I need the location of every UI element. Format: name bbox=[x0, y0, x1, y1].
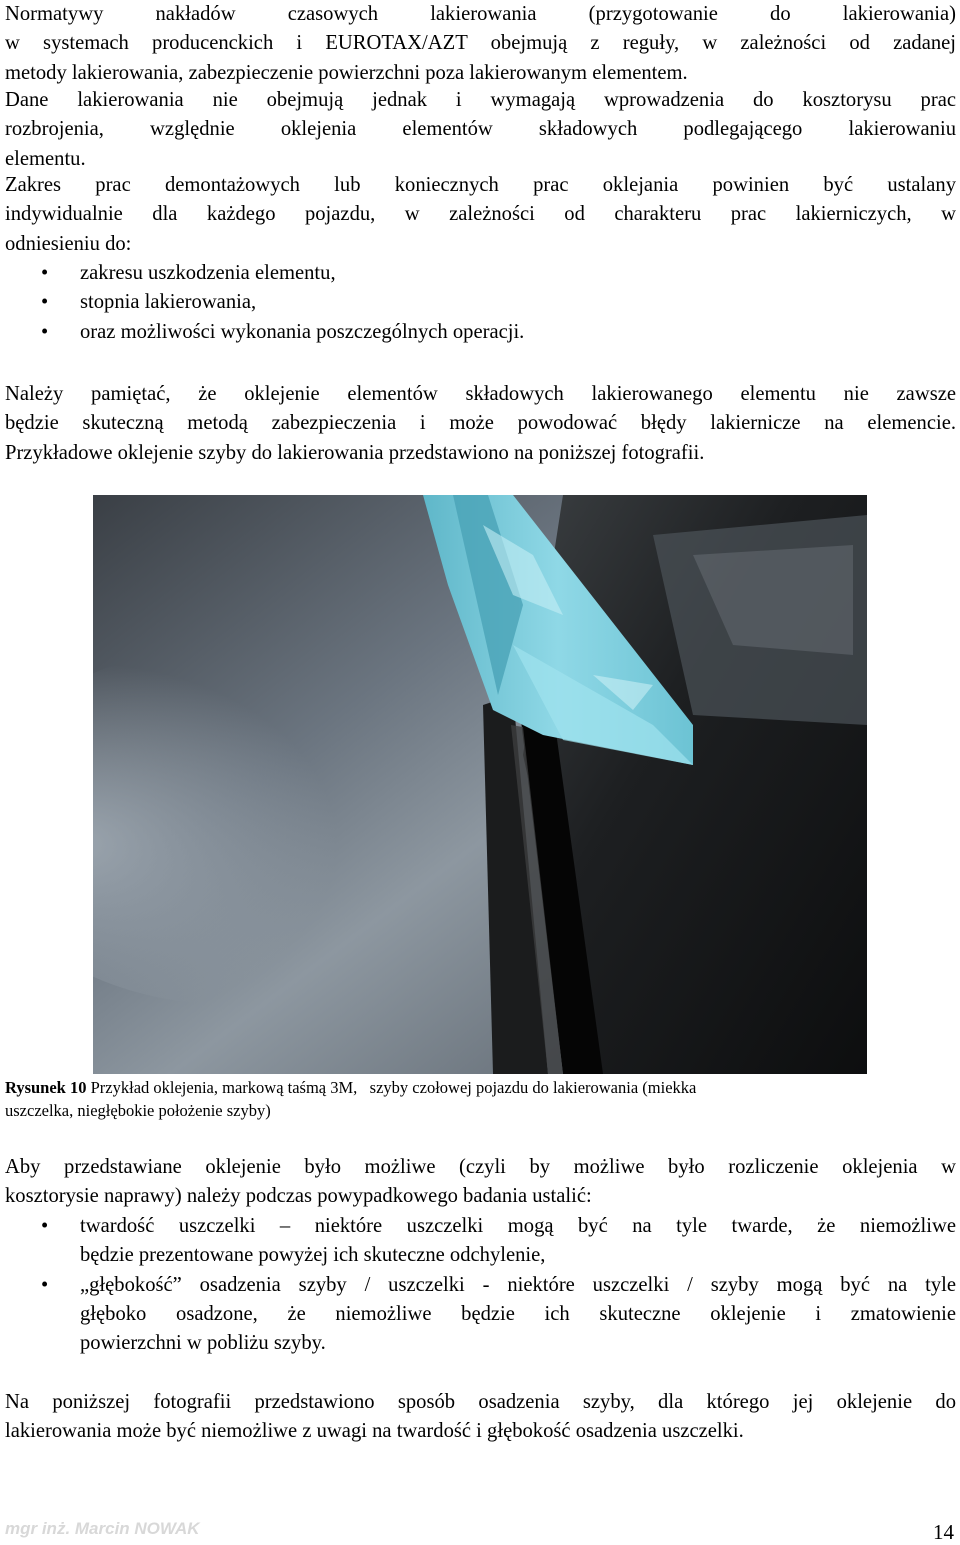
bullet-list-conditions bbox=[5, 1212, 956, 1358]
list-item bbox=[5, 1212, 956, 1271]
text-line: w systemach producenckich i EUROTAX/AZT obejmują z reguły, w zależności od zadanej bbox=[5, 32, 956, 55]
text-line: kosztorysie naprawy) należy podczas powypadkowego badania ustalić: bbox=[5, 1185, 592, 1208]
paragraph-norms bbox=[5, 0, 956, 88]
caption-label: Rysunek 10 bbox=[5, 1078, 87, 1097]
text-line: Normatywy nakładów czasowych lakierowania (przygotowanie do lakierowania) bbox=[5, 3, 956, 25]
text-line: indywidualnie dla każdego pojazdu, w zależności od charakteru prac lakierniczych, w bbox=[5, 203, 956, 226]
text-line: będzie skuteczną metodą zabezpieczenia i może powodować błędy lakiernicze na elemencie. bbox=[5, 412, 956, 435]
text-line: twardość uszczelki – niektóre uszczelki mogą być na tyle twarde, że niemożliwe bbox=[80, 1215, 956, 1237]
text-line: powierzchni w pobliżu szyby. bbox=[80, 1332, 326, 1355]
photo-illustration bbox=[93, 495, 867, 1074]
bullet-icon: • bbox=[41, 320, 49, 343]
page-number: 14 bbox=[933, 1520, 954, 1544]
bullet-icon: • bbox=[41, 1273, 49, 1296]
text-line: elementu. bbox=[5, 147, 86, 170]
caption-line bbox=[5, 1076, 956, 1099]
paragraph-conditions bbox=[5, 1153, 956, 1212]
text-line: Należy pamiętać, że oklejenie elementów składowych lakierowanego elementu nie zawsze bbox=[5, 383, 956, 405]
text-line: rozbrojenia, względnie oklejenia elementów składowych podlegającego lakierowaniu bbox=[5, 118, 956, 141]
windshield-masking-photo bbox=[93, 495, 867, 1074]
text-line: Przykładowe oklejenie szyby do lakierowania przedstawiono na poniższej fotografii. bbox=[5, 441, 705, 464]
paragraph-scope bbox=[5, 171, 956, 259]
caption-text: Przykład oklejenia, markową taśmą 3M, szyby czołowej pojazdu do lakierowania (miekka bbox=[90, 1078, 697, 1097]
list-item bbox=[5, 318, 956, 347]
bullet-icon: • bbox=[41, 291, 49, 314]
paragraph-remember bbox=[5, 380, 956, 468]
footer-author: mgr inż. Marcin NOWAK bbox=[5, 1519, 200, 1538]
list-item bbox=[5, 288, 956, 317]
paragraph-data bbox=[5, 86, 956, 174]
list-item-text: stopnia lakierowania, bbox=[80, 291, 257, 314]
paragraph-next-photo bbox=[5, 1388, 956, 1447]
text-line: lakierowania może być niemożliwe z uwagi na twardość i głębokość osadzenia uszczelki. bbox=[5, 1420, 744, 1443]
text-line: Dane lakierowania nie obejmują jednak i wymagają wprowadzenia do kosztorysu prac bbox=[5, 89, 956, 111]
list-item bbox=[5, 1271, 956, 1359]
bullet-icon: • bbox=[41, 262, 49, 284]
list-item-text: zakresu uszkodzenia elementu, bbox=[80, 262, 336, 284]
text-line: Na poniższej fotografii przedstawiono sposób osadzenia szyby, dla którego jej oklejenie do bbox=[5, 1391, 956, 1413]
figure-caption bbox=[5, 1076, 956, 1122]
text-line: „głębokość” osadzenia szyby / uszczelki - niektóre uszczelki / szyby mogą być na tyle bbox=[80, 1273, 956, 1296]
text-line: odniesieniu do: bbox=[5, 232, 132, 255]
text-line: Zakres prac demontażowych lub koniecznych prac oklejania powinien być ustalany bbox=[5, 174, 956, 196]
bullet-icon: • bbox=[41, 1215, 49, 1237]
caption-line: uszczelka, niegłębokie położenie szyby) bbox=[5, 1101, 271, 1120]
text-line: metody lakierowania, zabezpieczenie powierzchni poza lakierowanym elementem. bbox=[5, 61, 688, 84]
list-item-text: oraz możliwości wykonania poszczególnych operacji. bbox=[80, 320, 525, 343]
text-line: będzie prezentowane powyżej ich skuteczne odchylenie, bbox=[80, 1244, 546, 1267]
bullet-list-scope bbox=[5, 259, 956, 347]
text-line: głęboko osadzone, że niemożliwe będzie ich skuteczne oklejenie i zmatowienie bbox=[80, 1302, 956, 1325]
text-line: Aby przedstawiane oklejenie było możliwe (czyli by możliwe było rozliczenie oklejenia w bbox=[5, 1156, 956, 1178]
list-item bbox=[5, 259, 956, 288]
